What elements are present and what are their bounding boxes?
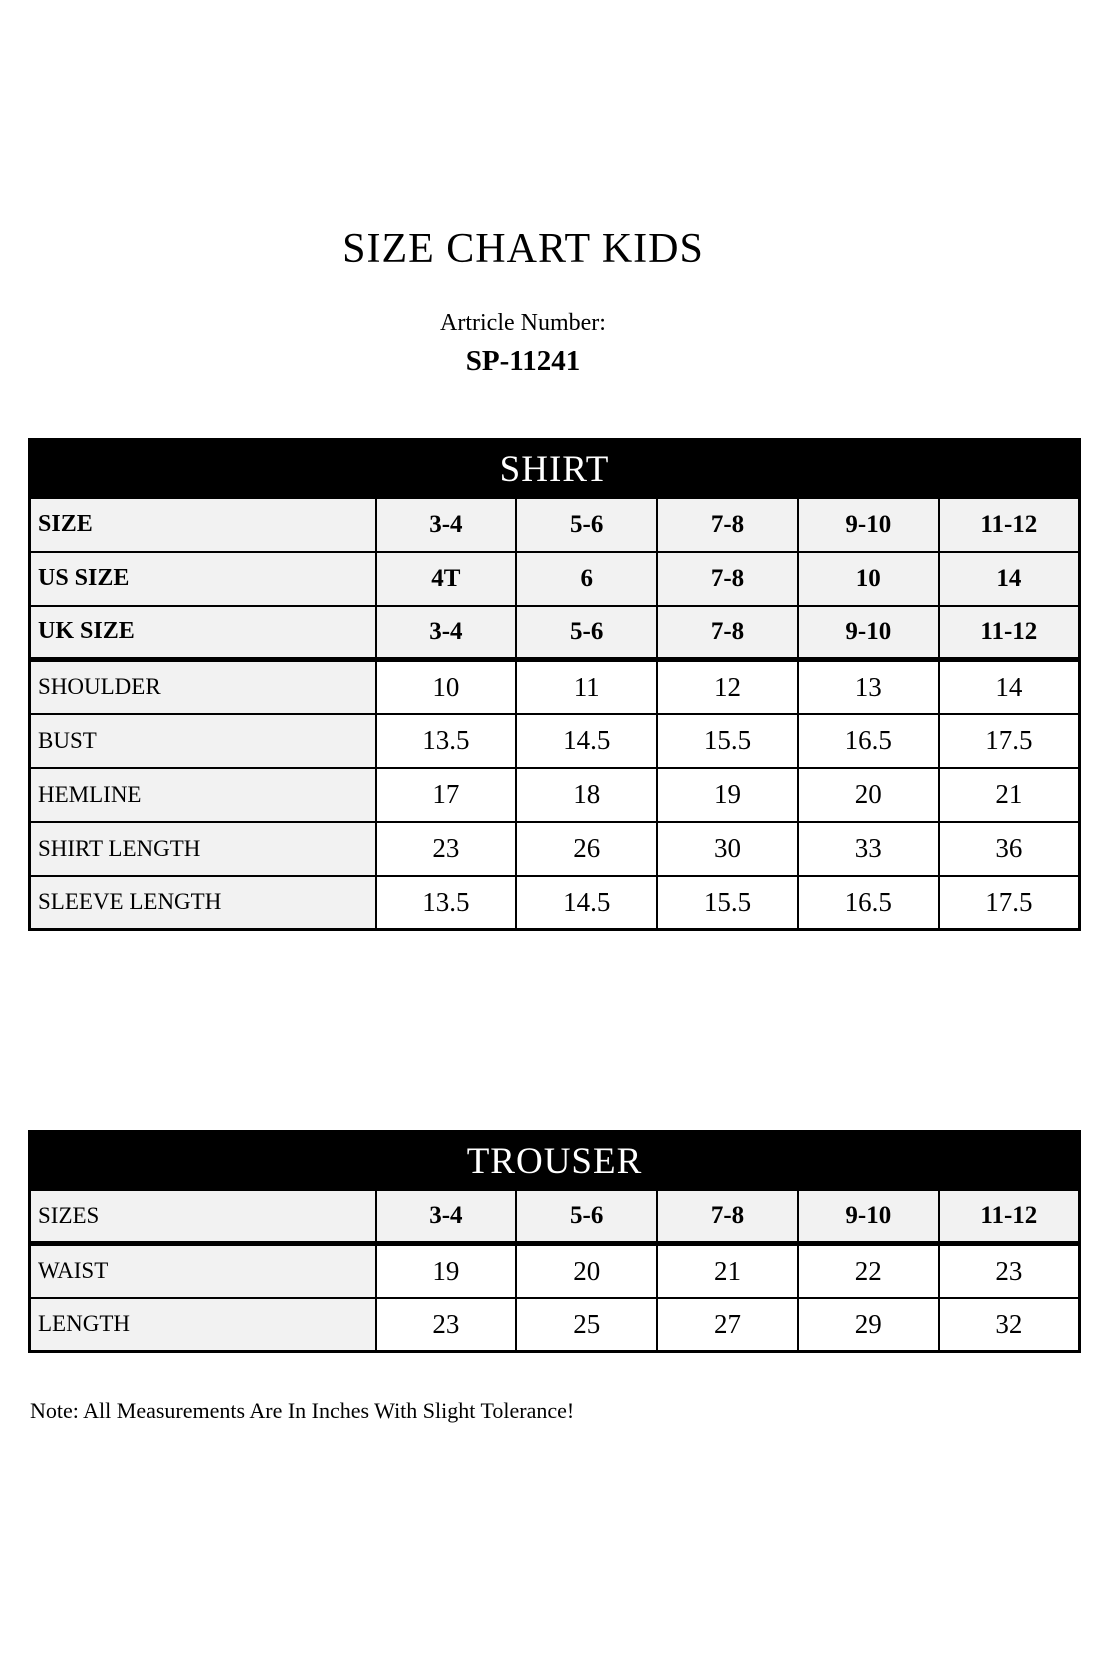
row-label: SIZE: [30, 498, 376, 552]
row-value: 6: [516, 552, 657, 606]
shirt-size-table: [28, 438, 1081, 931]
row-value: 11-12: [939, 606, 1080, 660]
row-value: 13.5: [376, 876, 517, 930]
article-number-label: Artricle Number:: [440, 310, 606, 337]
shirt-table-banner: SHIRT: [28, 438, 1081, 496]
trouser-table-grid: [28, 1188, 1081, 1353]
row-value: 21: [657, 1244, 798, 1298]
row-value: 14.5: [516, 714, 657, 768]
row-value: 10: [376, 660, 517, 714]
shirt-data-row: [30, 876, 1080, 930]
shirt-hdr-row: [30, 498, 1080, 552]
article-number-value: SP-11241: [465, 345, 581, 378]
row-value: 19: [376, 1244, 517, 1298]
row-value: 17.5: [939, 714, 1080, 768]
row-value: 29: [798, 1298, 939, 1352]
trouser-data-row: [30, 1298, 1080, 1352]
trouser-size-table: [28, 1130, 1081, 1353]
row-value: 7-8: [657, 498, 798, 552]
row-value: 3-4: [376, 1190, 517, 1244]
row-value: 5-6: [516, 606, 657, 660]
row-value: 14: [939, 552, 1080, 606]
row-value: 30: [657, 822, 798, 876]
row-value: 17.5: [939, 876, 1080, 930]
row-value: 15.5: [657, 876, 798, 930]
shirt-hdr-row: [30, 552, 1080, 606]
row-value: 26: [516, 822, 657, 876]
row-value: 27: [657, 1298, 798, 1352]
row-label: BUST: [30, 714, 376, 768]
row-value: 7-8: [657, 606, 798, 660]
row-value: 22: [798, 1244, 939, 1298]
row-value: 14.5: [516, 876, 657, 930]
shirt-data-row: [30, 768, 1080, 822]
row-value: 13.5: [376, 714, 517, 768]
row-label: SHOULDER: [30, 660, 376, 714]
row-value: 13: [798, 660, 939, 714]
row-label: WAIST: [30, 1244, 376, 1298]
trouser-hdr-row: [30, 1190, 1080, 1244]
shirt-data-row: [30, 714, 1080, 768]
row-value: 5-6: [516, 1190, 657, 1244]
row-value: 3-4: [376, 606, 517, 660]
row-value: 5-6: [516, 498, 657, 552]
row-value: 19: [657, 768, 798, 822]
row-value: 10: [798, 552, 939, 606]
row-value: 33: [798, 822, 939, 876]
row-value: 23: [376, 822, 517, 876]
row-value: 20: [516, 1244, 657, 1298]
row-label: US SIZE: [30, 552, 376, 606]
row-value: 9-10: [798, 498, 939, 552]
row-label: SIZES: [30, 1190, 376, 1244]
row-value: 16.5: [798, 876, 939, 930]
shirt-data-row: [30, 660, 1080, 714]
row-value: 32: [939, 1298, 1080, 1352]
row-value: 11-12: [939, 498, 1080, 552]
row-label: HEMLINE: [30, 768, 376, 822]
row-value: 23: [376, 1298, 517, 1352]
shirt-table-grid: [28, 496, 1081, 931]
row-label: LENGTH: [30, 1298, 376, 1352]
shirt-data-row: [30, 822, 1080, 876]
row-value: 20: [798, 768, 939, 822]
page-heading: [0, 226, 1046, 378]
row-value: 23: [939, 1244, 1080, 1298]
row-value: 17: [376, 768, 517, 822]
trouser-table-banner: TROUSER: [28, 1130, 1081, 1188]
row-value: 16.5: [798, 714, 939, 768]
row-value: 14: [939, 660, 1080, 714]
row-value: 3-4: [376, 498, 517, 552]
row-value: 25: [516, 1298, 657, 1352]
row-value: 15.5: [657, 714, 798, 768]
row-value: 4T: [376, 552, 517, 606]
row-label: SLEEVE LENGTH: [30, 876, 376, 930]
row-value: 9-10: [798, 1190, 939, 1244]
trouser-data-row: [30, 1244, 1080, 1298]
shirt-hdr-row: [30, 606, 1080, 660]
row-value: 7-8: [657, 1190, 798, 1244]
row-label: SHIRT LENGTH: [30, 822, 376, 876]
measurement-note: Note: All Measurements Are In Inches With Slight Tolerance!: [30, 1398, 575, 1423]
row-value: 18: [516, 768, 657, 822]
row-value: 11-12: [939, 1190, 1080, 1244]
row-label: UK SIZE: [30, 606, 376, 660]
row-value: 7-8: [657, 552, 798, 606]
row-value: 11: [516, 660, 657, 714]
row-value: 36: [939, 822, 1080, 876]
row-value: 21: [939, 768, 1080, 822]
row-value: 9-10: [798, 606, 939, 660]
page-title: SIZE CHART KIDS: [342, 226, 704, 272]
row-value: 12: [657, 660, 798, 714]
